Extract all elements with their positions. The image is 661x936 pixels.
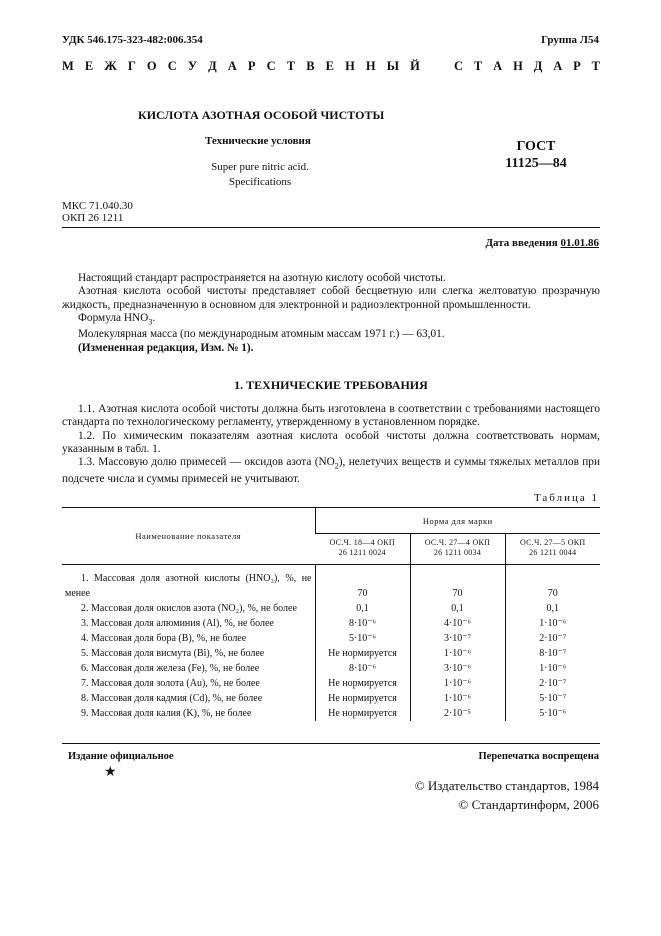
indicator-name: 2. Массовая доля окислов азота (NO₂), %, не более — [81, 603, 297, 614]
gost-number: 11125—84 — [505, 156, 567, 171]
norm-value-grade-3: 2·10⁻⁷ — [505, 631, 600, 646]
table-row — [62, 631, 600, 646]
norm-value-grade-1: 5·10⁻⁶ — [315, 631, 410, 646]
section-1-text — [62, 403, 600, 486]
copyright-block — [339, 776, 599, 814]
indicator-name: 6. Массовая доля железа (Fe), %, не более — [81, 663, 260, 674]
gost-designation — [496, 138, 576, 172]
indicator-name: 9. Массовая доля калия (K), %, не более — [81, 708, 252, 719]
norm-value-grade-1: 0,1 — [315, 601, 410, 616]
clause-1-3: 1.3. Массовую долю примесей — оксидов азота $(NO_2)$, нелетучих веществ и суммы тяжелых металлов при подсчете числа и суммы примесей не учитывают. — [62, 456, 600, 485]
clause-1-2: 1.2. По химическим показателям азотная кислота особой чистоты должна соответствовать нормам, указанным в табл. 1. — [62, 429, 600, 455]
norm-value-grade-3: 5·10⁻⁷ — [505, 691, 600, 706]
english-title-line-1: Super pure nitric acid. — [211, 161, 309, 173]
table-caption: Таблица 1 — [533, 492, 599, 504]
date-label: Дата введения — [485, 237, 558, 249]
table-row — [62, 676, 600, 691]
molecular-mass: Молекулярная масса (по международным атомным массам 1971 г.) — 63,01. — [78, 328, 445, 341]
date-value: 01.01.86 — [560, 237, 599, 249]
table-row — [62, 706, 600, 721]
okp-code: ОКП 26 1211 — [62, 212, 124, 224]
norm-value-grade-3: 1·10⁻⁶ — [505, 616, 600, 631]
norm-value-grade-2: 0,1 — [410, 601, 505, 616]
table-row — [62, 616, 600, 631]
indicator-name: 8. Массовая доля кадмия (Cd), %, не более — [81, 693, 263, 704]
norm-value-grade-1: Не нормируется — [315, 691, 410, 706]
norm-value-grade-1: 70 — [315, 565, 410, 602]
grade-header-2: ОС.Ч. 27—4 ОКП 26 1211 0034 — [410, 534, 505, 565]
norm-value-grade-1: 8·10⁻⁶ — [315, 661, 410, 676]
table-row — [62, 661, 600, 676]
norm-value-grade-3: 2·10⁻⁷ — [505, 676, 600, 691]
norm-value-grade-3: 70 — [505, 565, 600, 602]
reprint-notice: Перепечатка воспрещена — [478, 751, 599, 762]
clause-1-1: 1.1. Азотная кислота особой чистоты должна быть изготовлена в соответствии с требованиями настоящего стандарта по технологическому регламенту, утвержденному в установленном порядке. — [62, 403, 600, 429]
table-row — [62, 691, 600, 706]
norm-value-grade-3: 0,1 — [505, 601, 600, 616]
intro-paragraph-2: Азотная кислота особой чистоты представляет собой бесцветную или слегка желтоватую прозрачную жидкость, предназначенную в основном для электронной и радиоэлектронной промышленности. — [62, 285, 600, 311]
indicator-name: 1. Массовая доля азотной кислоты (HNO₃), %, не менее — [65, 573, 312, 599]
norm-value-grade-3: 5·10⁻⁶ — [505, 706, 600, 721]
indicator-name: 7. Массовая доля золота (Au), %, не более — [81, 678, 260, 689]
formula-line: Формула $HNO_3$. — [78, 311, 156, 327]
banner-word: С Т А Н Д А Р Т — [454, 59, 600, 73]
norm-value-grade-1: 8·10⁻⁶ — [315, 616, 410, 631]
effective-date — [485, 237, 599, 249]
indicator-name: 3. Массовая доля алюминия (Al), %, не более — [81, 618, 274, 629]
norm-value-grade-2: 2·10⁻⁵ — [410, 706, 505, 721]
norm-value-grade-2: 4·10⁻⁶ — [410, 616, 505, 631]
norm-value-grade-1: Не нормируется — [315, 706, 410, 721]
indicator-name: 5. Массовая доля висмута (Bi), %, не более — [81, 648, 265, 659]
norm-value-grade-1: Не нормируется — [315, 676, 410, 691]
footer-rule — [62, 743, 600, 744]
norms-table — [62, 507, 600, 721]
copyright-1: © Издательство стандартов, 1984 — [414, 778, 599, 793]
official-edition: Издание официальное — [68, 751, 174, 762]
column-header-norm: Норма для марки — [315, 508, 600, 534]
norm-value-grade-2: 70 — [410, 565, 505, 602]
intro-text — [62, 272, 600, 355]
english-title-line-2: Specifications — [228, 176, 292, 188]
section-1-title: 1. ТЕХНИЧЕСКИЕ ТРЕБОВАНИЯ — [234, 378, 428, 392]
norm-value-grade-2: 1·10⁻⁶ — [410, 646, 505, 661]
gost-label: ГОСТ — [516, 139, 556, 154]
group-code: Группа Л54 — [541, 34, 599, 46]
table-row — [62, 565, 600, 602]
star-icon: ★ — [104, 765, 117, 780]
column-header-name: Наименование показателя — [62, 508, 315, 565]
norm-value-grade-2: 1·10⁻⁶ — [410, 676, 505, 691]
norm-value-grade-3: 8·10⁻⁷ — [505, 646, 600, 661]
copyright-2: © Стандартинформ, 2006 — [458, 797, 599, 812]
table-row — [62, 646, 600, 661]
english-title — [170, 160, 350, 190]
standard-banner — [62, 59, 600, 74]
document-subtitle: Технические условия — [205, 135, 311, 147]
grade-header-3: ОС.Ч. 27—5 ОКП 26 1211 0044 — [505, 534, 600, 565]
grade-header-1: ОС.Ч. 18—4 ОКП 26 1211 0024 — [315, 534, 410, 565]
mks-code: МКС 71.040.30 — [62, 200, 133, 212]
banner-word: М Е Ж Г О С У Д А Р С Т В Е Н Н Ы Й — [62, 59, 420, 73]
header-rule — [62, 227, 600, 228]
table-row — [62, 601, 600, 616]
norm-value-grade-1: Не нормируется — [315, 646, 410, 661]
intro-paragraph-1: Настоящий стандарт распространяется на азотную кислоту особой чистоты. — [78, 272, 446, 284]
norm-value-grade-2: 3·10⁻⁷ — [410, 631, 505, 646]
norm-value-grade-2: 3·10⁻⁶ — [410, 661, 505, 676]
revision-note: (Измененная редакция, Изм. № 1). — [78, 341, 254, 354]
document-title: КИСЛОТА АЗОТНАЯ ОСОБОЙ ЧИСТОТЫ — [138, 108, 385, 122]
classification-codes — [62, 200, 133, 224]
udk-code: УДК 546.175-323-482:006.354 — [62, 34, 203, 46]
norm-value-grade-3: 1·10⁻⁶ — [505, 661, 600, 676]
norm-value-grade-2: 1·10⁻⁶ — [410, 691, 505, 706]
indicator-name: 4. Массовая доля бора (B), %, не более — [81, 633, 247, 644]
